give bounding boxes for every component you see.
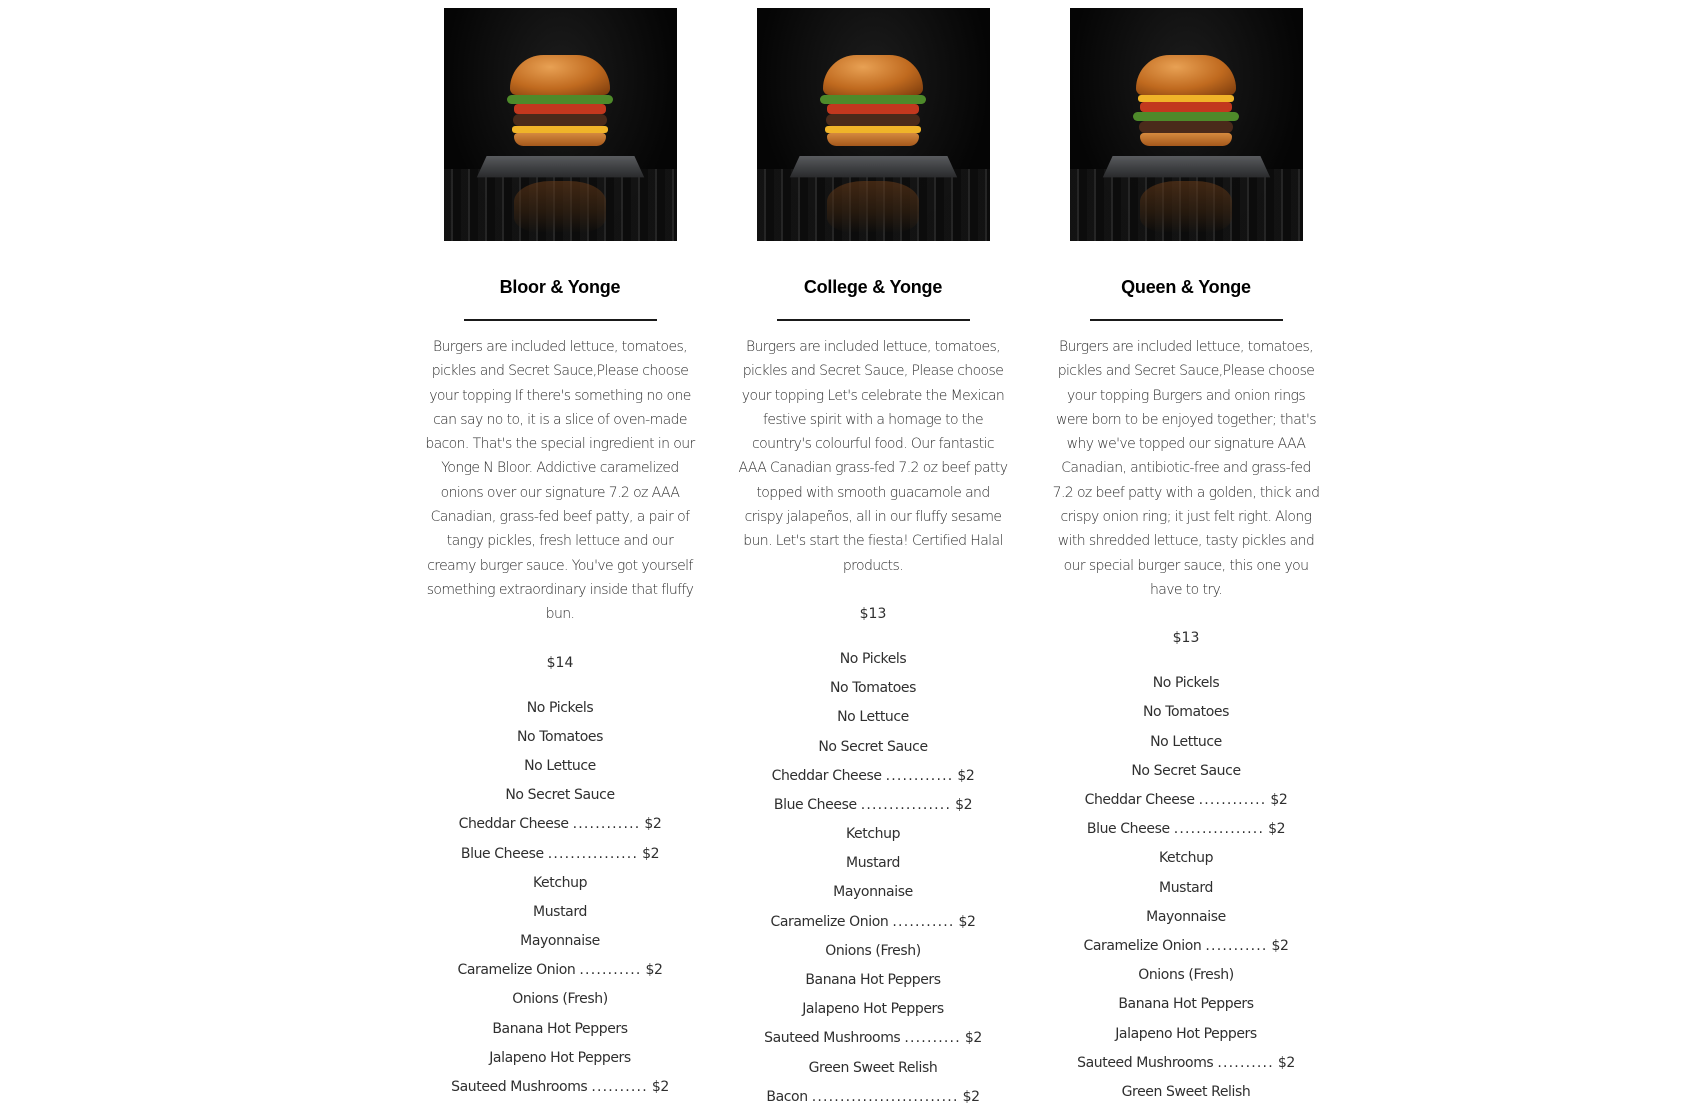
topping-name: Cheddar Cheese — [771, 767, 882, 784]
topping-option[interactable]: No Secret Sauce — [505, 787, 615, 804]
topping-option[interactable]: No Pickels — [839, 650, 907, 667]
topping-name: Blue Cheese — [773, 796, 857, 813]
topping-option[interactable] — [425, 810, 695, 839]
topping-option[interactable]: No Tomatoes — [1142, 704, 1229, 721]
topping-option[interactable] — [425, 840, 695, 869]
topping-option[interactable] — [738, 908, 1008, 937]
topping-option[interactable]: Ketchup — [845, 826, 901, 843]
topping-option[interactable]: No Secret Sauce — [1131, 762, 1241, 779]
dot-leader: ........... — [1205, 937, 1268, 954]
burger-description: Burgers are included lettuce, tomatoes, pickles and Secret Sauce,Please choose your topping If there's something no one can say no to, it is a slice of oven-made bacon. That's the special ingredient in our Yonge N Bloor. Addictive caramelized onions over our signature 7.2 oz AAA Canadian, grass-fed beef patty, a pair of tangy pickles, fresh lettuce and our creamy burger sauce. You've got yourself something extraordinary inside that fluffy bun. — [425, 339, 695, 623]
topping-price: $2 — [644, 816, 662, 833]
topping-option[interactable]: Onions (Fresh) — [1138, 967, 1234, 984]
topping-name: Bacon — [766, 1088, 808, 1105]
dot-leader: ........... — [579, 962, 642, 979]
topping-option[interactable]: Jalapeno Hot Peppers — [489, 1049, 631, 1066]
burger-menu — [0, 8, 1681, 1105]
topping-option[interactable]: Ketchup — [1158, 850, 1214, 867]
burger-illustration — [510, 55, 610, 146]
topping-option[interactable] — [738, 762, 1008, 791]
topping-option[interactable]: Onions (Fresh) — [825, 942, 921, 959]
dot-leader: .......... — [904, 1030, 961, 1047]
topping-option[interactable]: Banana Hot Peppers — [492, 1020, 628, 1037]
topping-price: $2 — [964, 1030, 982, 1047]
topping-option[interactable]: No Pickels — [1152, 675, 1220, 692]
burger-price: $13 — [1172, 630, 1200, 647]
topping-option[interactable]: Green Sweet Relish — [808, 1059, 938, 1076]
topping-option[interactable]: Mayonnaise — [1146, 908, 1226, 925]
topping-option[interactable] — [738, 791, 1008, 820]
burger-illustration — [823, 55, 923, 146]
burger-reflection — [827, 181, 919, 233]
location-card-queen — [1051, 8, 1321, 1107]
topping-option[interactable]: Green Sweet Relish — [1121, 1083, 1251, 1100]
topping-option[interactable]: Jalapeno Hot Peppers — [1115, 1025, 1257, 1042]
topping-price: $2 — [1277, 1054, 1295, 1071]
topping-option[interactable]: No Tomatoes — [829, 680, 916, 697]
topping-option[interactable] — [1051, 932, 1321, 961]
topping-price: $2 — [962, 1088, 980, 1105]
topping-option[interactable]: Mustard — [1159, 879, 1213, 896]
topping-price: $2 — [958, 913, 976, 930]
topping-name: Sauteed Mushrooms — [1077, 1054, 1214, 1071]
topping-option[interactable] — [1051, 815, 1321, 844]
topping-price: $2 — [1271, 937, 1289, 954]
topping-name: Sauteed Mushrooms — [451, 1079, 588, 1095]
slate-board — [789, 156, 956, 177]
dot-leader: ................ — [1173, 821, 1265, 838]
topping-options — [425, 694, 695, 1103]
dot-leader: ............ — [885, 767, 954, 784]
topping-name: Sauteed Mushrooms — [764, 1030, 901, 1047]
topping-option[interactable]: No Lettuce — [524, 757, 596, 774]
topping-option[interactable]: Ketchup — [532, 874, 588, 891]
topping-option[interactable]: Mayonnaise — [520, 933, 600, 950]
topping-options — [1051, 669, 1321, 1107]
topping-name: Cheddar Cheese — [1084, 792, 1195, 809]
dot-leader: ................ — [860, 796, 952, 813]
burger-description: Burgers are included lettuce, tomatoes, pickles and Secret Sauce,Please choose your topping Burgers and onion rings were born to be enjoyed together; that's why we've topped our signature AAA Canadian, antibiotic-free and grass-fed 7.2 oz beef patty with a golden, thick and crispy onion ring; it just felt right. Along with shredded lettuce, tasty pickles and our special burger sauce, this one you have to try. — [1052, 339, 1320, 598]
topping-price: $2 — [955, 796, 973, 813]
topping-option[interactable] — [738, 1024, 1008, 1053]
burger-reflection — [1140, 181, 1232, 233]
topping-price: $2 — [642, 845, 660, 862]
burger-price: $14 — [546, 654, 574, 671]
location-title: Bloor & Yonge — [499, 277, 621, 297]
topping-option[interactable]: No Pickels — [526, 699, 594, 716]
dot-leader: ........... — [892, 913, 955, 930]
dot-leader: ................ — [547, 845, 639, 862]
topping-price: $2 — [645, 962, 663, 979]
dot-leader: .......................... — [811, 1088, 959, 1105]
burger-photo[interactable] — [757, 8, 990, 241]
burger-reflection — [514, 181, 606, 233]
slate-board — [476, 156, 643, 177]
topping-option[interactable]: Mayonnaise — [833, 884, 913, 901]
topping-option[interactable]: Jalapeno Hot Peppers — [802, 1001, 944, 1018]
topping-name: Blue Cheese — [460, 845, 544, 862]
topping-options — [738, 645, 1008, 1112]
location-card-bloor — [425, 8, 695, 1102]
topping-option[interactable]: Mustard — [533, 903, 587, 920]
topping-option[interactable] — [738, 1083, 1008, 1112]
burger-description: Burgers are included lettuce, tomatoes, pickles and Secret Sauce, Please choose your topping Let's celebrate the Mexican festive spirit with a homage to the country's colourful food. Our fantastic AAA Canadian grass-fed 7.2 oz beef patty topped with smooth guacamole and crispy jalapeños, all in our fluffy sesame bun. Let's start the fiesta! Certified Halal products. — [738, 339, 1008, 574]
topping-option[interactable]: No Lettuce — [837, 709, 909, 726]
topping-price: $2 — [1270, 792, 1288, 809]
burger-illustration — [1136, 55, 1236, 146]
topping-price: $2 — [957, 767, 975, 784]
topping-option[interactable]: Mustard — [846, 855, 900, 872]
location-title: College & Yonge — [803, 277, 943, 297]
topping-name: Cheddar Cheese — [458, 816, 569, 833]
topping-name: Caramelize Onion — [770, 913, 889, 930]
topping-option[interactable]: No Tomatoes — [516, 728, 603, 745]
topping-option[interactable] — [1051, 786, 1321, 815]
topping-option[interactable] — [1051, 1049, 1321, 1078]
topping-option[interactable]: Banana Hot Peppers — [1118, 996, 1254, 1013]
dot-leader: ............ — [1198, 792, 1267, 809]
title-divider — [1090, 319, 1283, 321]
title-divider — [777, 319, 970, 321]
topping-option[interactable]: No Lettuce — [1150, 733, 1222, 750]
topping-name: Caramelize Onion — [457, 962, 576, 979]
topping-name: Caramelize Onion — [1083, 937, 1202, 954]
topping-price: $2 — [1268, 821, 1286, 838]
topping-option[interactable]: Onions (Fresh) — [512, 991, 608, 1008]
title-divider — [464, 319, 657, 321]
burger-price: $13 — [859, 605, 887, 622]
dot-leader: ............ — [572, 816, 641, 833]
slate-board — [1102, 156, 1269, 177]
dot-leader: .......... — [1217, 1054, 1274, 1071]
topping-price: $2 — [651, 1079, 669, 1095]
topping-option[interactable]: Banana Hot Peppers — [805, 972, 941, 989]
topping-name: Blue Cheese — [1086, 821, 1170, 838]
location-card-college — [738, 8, 1008, 1112]
topping-option[interactable]: No Secret Sauce — [818, 738, 928, 755]
location-title: Queen & Yonge — [1121, 277, 1251, 297]
topping-option[interactable] — [425, 956, 695, 985]
burger-photo[interactable] — [1070, 8, 1303, 241]
dot-leader: .......... — [591, 1079, 648, 1095]
burger-photo[interactable] — [444, 8, 677, 241]
